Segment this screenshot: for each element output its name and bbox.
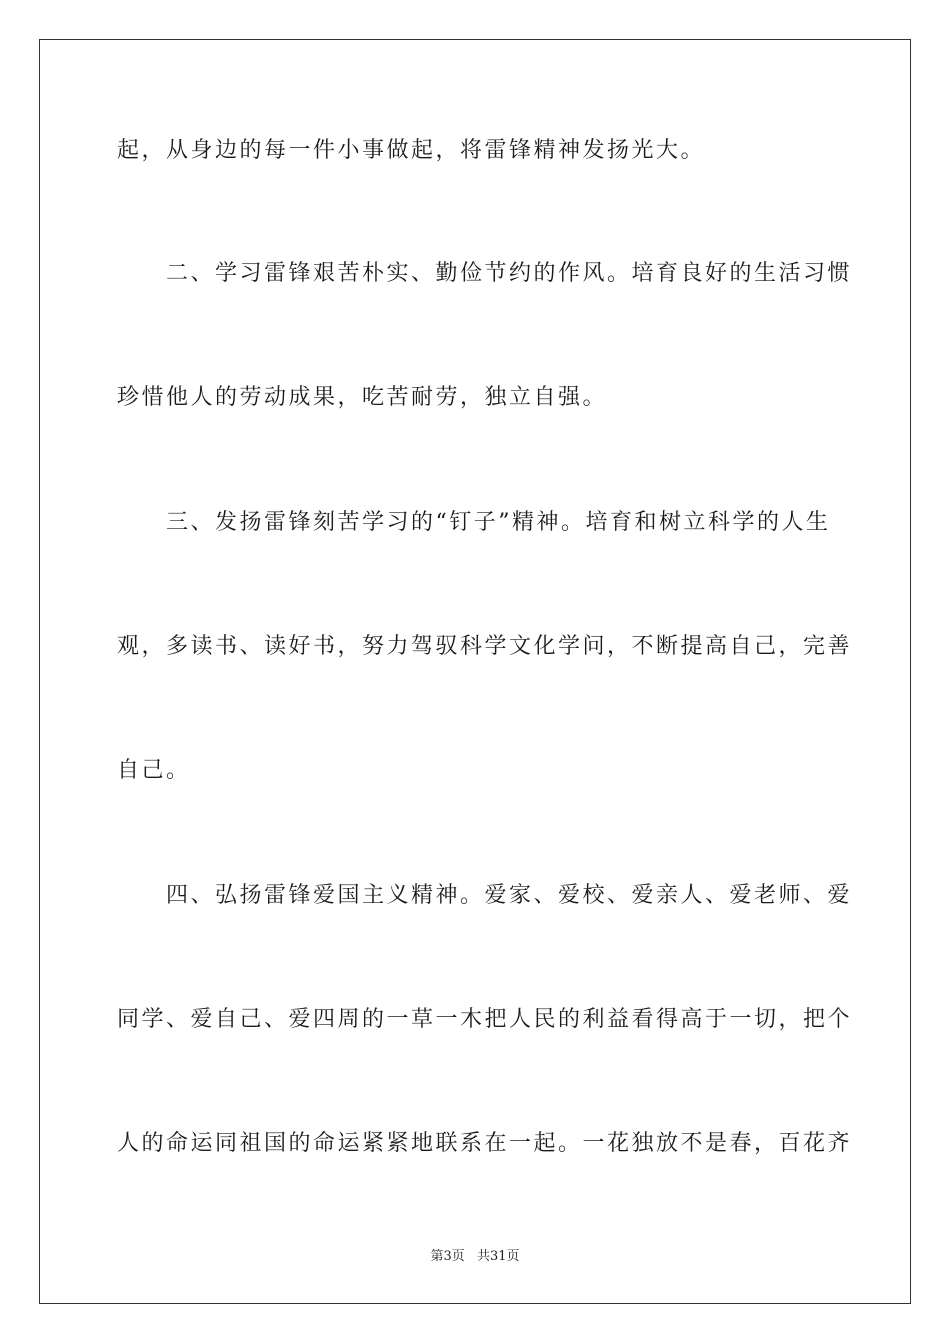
text-line: 同学、爱自己、爱四周的一草一木把人民的利益看得高于一切，把个	[117, 1007, 853, 1032]
text-line: 人的命运同祖国的命运紧紧地联系在一起。一花独放不是春，百花齐	[117, 1131, 853, 1156]
text-line: 四、弘扬雷锋爱国主义精神。爱家、爱校、爱亲人、爱老师、爱	[117, 883, 853, 908]
text-line: 三、发扬雷锋刻苦学习的“钉子”精神。培育和树立科学的人生	[117, 510, 831, 535]
page-border	[39, 39, 911, 1304]
text-line: 珍惜他人的劳动成果，吃苦耐劳，独立自强。	[117, 385, 608, 410]
page-total: 共31页	[476, 1249, 520, 1264]
text-line: 二、学习雷锋艰苦朴实、勤俭节约的作风。培育良好的生活习惯	[117, 261, 853, 286]
text-line: 观，多读书、读好书，努力驾驭科学文化学问，不断提高自己，完善	[117, 634, 853, 659]
text-line: 起，从身边的每一件小事做起，将雷锋精神发扬光大。	[117, 138, 706, 163]
text-line: 自己。	[117, 758, 191, 783]
page-number: 第3页	[430, 1249, 465, 1264]
page-footer	[0, 1249, 950, 1265]
